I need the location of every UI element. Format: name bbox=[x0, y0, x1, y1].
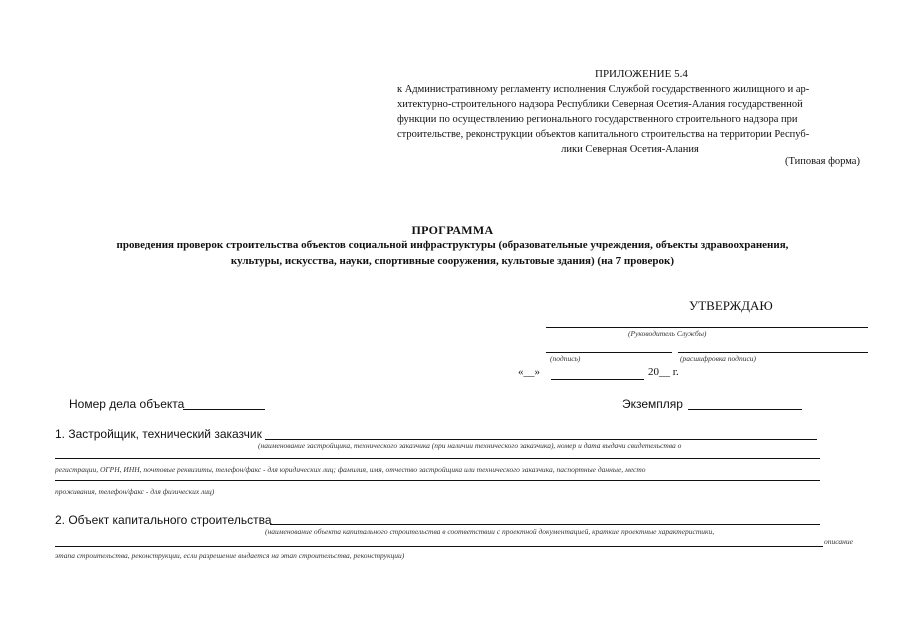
developer-hint-3: проживания, телефон/факс - для физических лиц) bbox=[55, 487, 215, 496]
appendix-line-5: лики Северная Осетия-Алания bbox=[561, 144, 699, 155]
head-of-service-hint: (Руководитель Службы) bbox=[628, 329, 707, 338]
object-hint-2: описание bbox=[824, 537, 853, 546]
developer-field-3[interactable] bbox=[55, 480, 820, 481]
form-type: (Типовая форма) bbox=[785, 156, 860, 167]
date-year: 20__ г. bbox=[648, 366, 679, 378]
program-title: ПРОГРАММА bbox=[411, 223, 494, 237]
object-field-1[interactable] bbox=[270, 524, 820, 525]
signature-decode-hint: (расшифровка подписи) bbox=[680, 354, 757, 363]
date-day: «__» bbox=[518, 366, 540, 378]
copy-label: Экземпляр bbox=[622, 397, 683, 411]
date-month-line[interactable] bbox=[551, 379, 644, 380]
developer-label: 1. Застройщик, технический заказчик bbox=[55, 427, 262, 441]
signature-hint: (подпись) bbox=[550, 354, 581, 363]
appendix-title: ПРИЛОЖЕНИЕ 5.4 bbox=[595, 68, 688, 80]
developer-hint-2: регистрации, ОГРН, ИНН, почтовые реквизиты, телефон/факс - для юридических лиц; фамилия, имя, отчество застройщика или технического заказчика, паспортные данные, место bbox=[55, 465, 646, 474]
developer-hint-1: (наименование застройщика, технического заказчика (при наличии технического заказчика), номер и дата выдачи свидетельства о bbox=[258, 441, 682, 450]
signature-decode-line[interactable] bbox=[678, 352, 868, 353]
appendix-line-1: к Административному регламенту исполнения Службой государственного жилищного и ар- bbox=[397, 84, 810, 95]
case-number-label: Номер дела объекта bbox=[69, 397, 185, 411]
case-number-field[interactable] bbox=[183, 409, 265, 410]
appendix-line-3: функции по осуществлению регионального государственного строительного надзора при bbox=[397, 114, 798, 125]
developer-field-2[interactable] bbox=[55, 458, 820, 459]
appendix-line-2: хитектурно-строительного надзора Республики Северная Осетия-Алания государственной bbox=[397, 99, 803, 110]
object-label: 2. Объект капитального строительства bbox=[55, 513, 272, 527]
signature-line[interactable] bbox=[546, 352, 672, 353]
object-hint-3: этапа строительства, реконструкции, если разрешение выдается на этап строительства, реконструкции) bbox=[55, 551, 405, 560]
program-subtitle-2: культуры, искусства, науки, спортивные сооружения, культовые здания) (на 7 проверок) bbox=[230, 255, 675, 267]
approval-heading: УТВЕРЖДАЮ bbox=[689, 298, 773, 313]
head-of-service-line[interactable] bbox=[546, 327, 868, 328]
developer-field-1[interactable] bbox=[265, 439, 817, 440]
program-subtitle-1: проведения проверок строительства объектов социальной инфраструктуры (образовательные учреждения, объекты здравоохранения, bbox=[116, 239, 789, 251]
object-field-2[interactable] bbox=[55, 546, 823, 547]
copy-field[interactable] bbox=[688, 409, 802, 410]
object-hint-1: (наименование объекта капитального строительства в соответствии с проектной документацией, краткие проектные характеристики, bbox=[265, 527, 715, 536]
appendix-line-4: строительстве, реконструкции объектов капитального строительства на территории Респуб- bbox=[397, 129, 810, 140]
